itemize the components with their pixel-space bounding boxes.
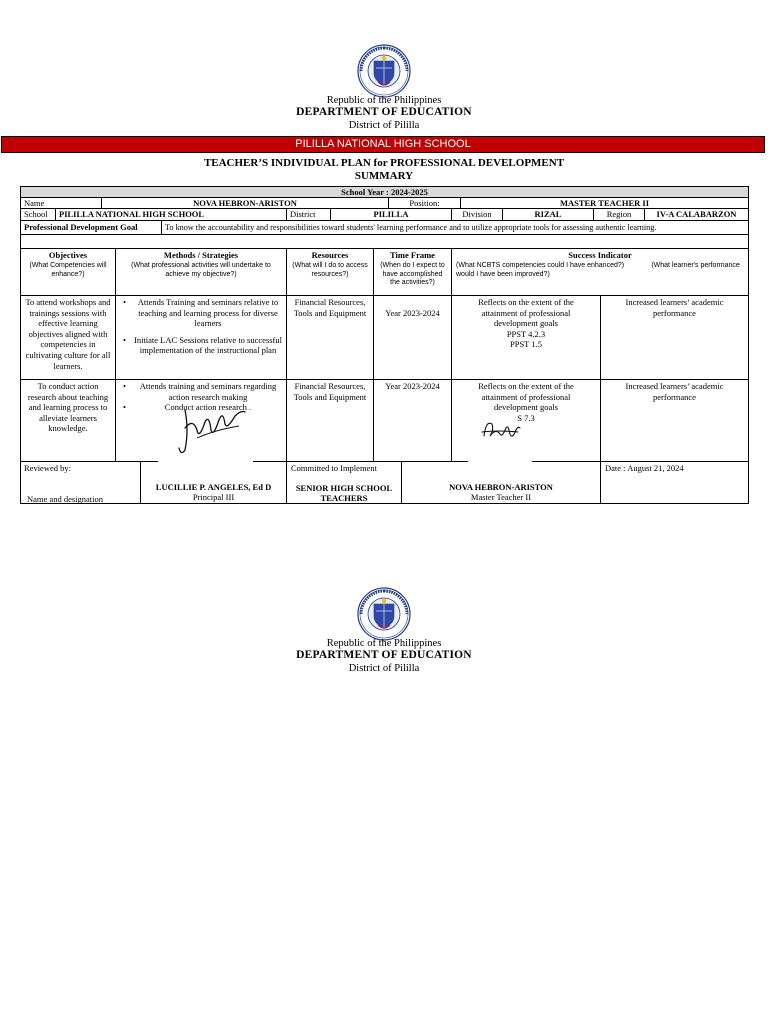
department-title: DEPARTMENT OF EDUCATION <box>296 649 472 661</box>
footer-rule-seg <box>141 461 158 462</box>
timeframe-note: (When do I expect to have accomplished the activities?) <box>380 262 445 286</box>
name-value: NOVA HEBRON-ARISTON <box>101 197 389 209</box>
division-value: RIZAL <box>502 208 594 221</box>
objectives-title: Objectives <box>48 250 88 260</box>
methods-header <box>115 248 287 296</box>
row2-learner-indicator: Increased learners’ academic performance <box>600 379 749 462</box>
row1-indicator-code: PPST 1.5 <box>510 339 542 350</box>
row2-indicator-main: Reflects on the extent of the attainment of professional development goals <box>478 381 574 413</box>
methods-title: Methods / Strategies <box>163 250 239 260</box>
teacher-title: Master Teacher II <box>470 492 532 502</box>
school-value: PILILLA NATIONAL HIGH SCHOOL <box>55 208 287 221</box>
region-value: IV-A CALABARZON <box>644 208 749 221</box>
row1-timeframe: Year 2023-2024 <box>373 295 452 380</box>
row1-methods <box>115 295 287 380</box>
footer-rule-seg <box>253 461 286 462</box>
teacher-name: NOVA HEBRON-ARISTON <box>449 482 553 492</box>
reviewer-signature-icon <box>175 400 247 458</box>
committed-cell <box>286 461 402 504</box>
date-cell <box>600 461 749 504</box>
spacer-row <box>20 234 749 249</box>
deped-seal-icon <box>357 587 411 641</box>
reviewer-title: Principal III <box>192 492 235 502</box>
success-note: (What NCBTS competencies could I have enhanced?) (What learner's performance would I have been improved?) <box>456 262 742 278</box>
row2-resources: Financial Resources, Tools and Equipment <box>286 379 374 462</box>
school-year-bar: School Year : 2024-2025 <box>20 186 749 198</box>
row1-indicator-main: Reflects on the extent of the attainment of professional development goals <box>478 297 574 329</box>
teacher-cell <box>401 461 601 504</box>
deped-seal-icon <box>357 44 411 98</box>
success-header <box>451 248 749 296</box>
reviewer-cell <box>140 461 287 504</box>
resources-header <box>286 248 374 296</box>
footer-rule-gap <box>468 460 532 463</box>
district-text: District of Pililla <box>348 120 420 131</box>
teacher-signature-icon <box>478 414 522 444</box>
resources-note: (What will I do to access resources?) <box>292 262 368 278</box>
reviewer-name: LUCILLIE P. ANGELES, Ed D <box>155 482 272 492</box>
district-text: District of Pililla <box>348 663 420 674</box>
name-label: Name <box>20 197 102 209</box>
footer-top-rule <box>20 461 749 462</box>
row1-method-item: • Initiate LAC Sessions relative to successful implementation of the instructional plan <box>119 335 283 356</box>
timeframe-header <box>373 248 452 296</box>
row1-indicator <box>451 295 601 380</box>
department-title: DEPARTMENT OF EDUCATION <box>296 106 472 118</box>
row2-method-item: • Attends training and seminars regarding action research making <box>119 381 283 402</box>
position-label: Position: <box>388 197 461 209</box>
division-label: Division <box>451 208 503 221</box>
row2-timeframe: Year 2023-2024 <box>373 379 452 462</box>
row2-method-item: • Conduct action research . <box>119 402 283 413</box>
committed-label: Committed to Implement <box>291 463 377 473</box>
row1-learner-indicator: Increased learners’ academic performance <box>600 295 749 380</box>
row1-method-item: • Attends Training and seminars relative to teaching and learning process for diverse learners <box>119 297 283 329</box>
row2-indicator-code: S 7.3 <box>517 412 535 423</box>
row1-objective: To attend workshops and trainings sessions with effective learning objectives aligned with competencies in cultivating culture for all learners. <box>20 295 116 380</box>
document-subtitle: SUMMARY <box>354 170 414 182</box>
success-title: Success Indicator <box>568 250 632 260</box>
district-value: PILILLA <box>330 208 452 221</box>
district-label: District <box>286 208 331 221</box>
school-label: School <box>20 208 56 221</box>
reviewed-by-label: Reviewed by: <box>24 463 71 473</box>
timeframe-title: Time Frame <box>390 250 435 260</box>
objectives-note: (What Competencies will enhance?) <box>29 262 107 278</box>
row1-indicator-code: PPST 4.2.3 <box>506 328 546 339</box>
footer-rule-seg <box>532 461 600 462</box>
name-designation-label: Name and designation <box>27 494 104 504</box>
reviewed-by-cell <box>20 461 141 504</box>
region-label: Region <box>593 208 645 221</box>
goal-value: To know the accountability and responsibilities toward students' learning performance and to utilize appropriate tools for assessing authentic learning. <box>161 220 749 235</box>
republic-text: Republic of the Philippines <box>326 95 442 106</box>
republic-text: Republic of the Philippines <box>326 638 442 649</box>
footer-rule-gap <box>158 460 253 463</box>
objectives-header <box>20 248 116 296</box>
methods-note: (What professional activities will undertake to achieve my objective?) <box>131 262 271 278</box>
resources-title: Resources <box>311 250 349 260</box>
row2-indicator <box>451 379 601 462</box>
goal-label: Professional Development Goal <box>20 220 162 235</box>
row2-objective: To conduct action research about teaching and learning process to alleviate learners knowledge. <box>20 379 116 462</box>
document-title: TEACHER’S INDIVIDUAL PLAN for PROFESSIONAL DEVELOPMENT <box>203 157 565 169</box>
row1-resources: Financial Resources, Tools and Equipment <box>286 295 374 380</box>
date-text: Date : August 21, 2024 <box>605 463 684 473</box>
group-name: SENIOR HIGH SCHOOL TEACHERS <box>295 483 393 503</box>
position-value: MASTER TEACHER II <box>460 197 749 209</box>
school-banner: PILILLA NATIONAL HIGH SCHOOL <box>1 136 765 153</box>
footer-rule-seg <box>402 461 468 462</box>
